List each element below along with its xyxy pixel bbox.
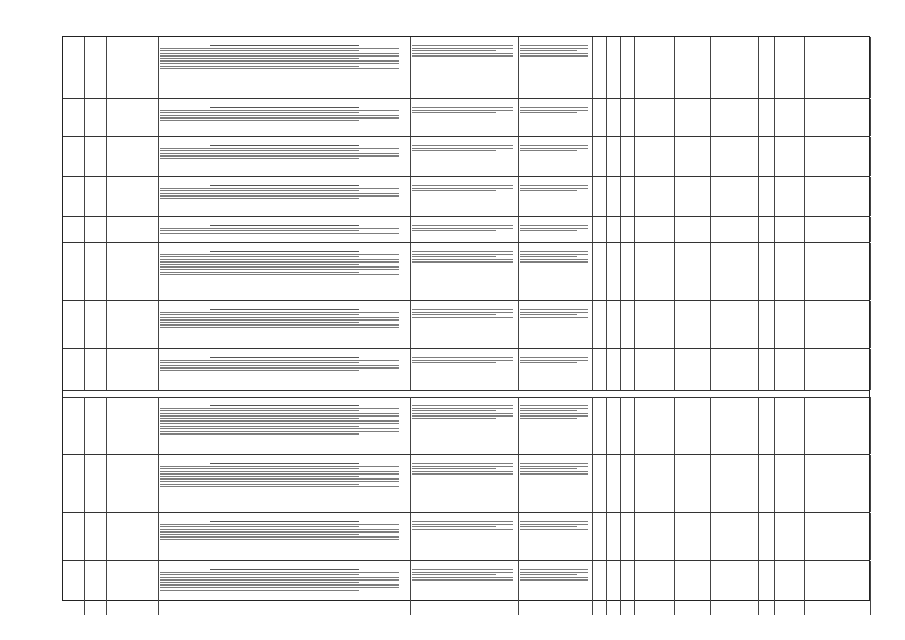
cell-n	[63, 217, 85, 242]
cell-state	[675, 137, 711, 176]
cell-type	[635, 217, 675, 242]
cell-doc	[805, 397, 871, 454]
cell-right2	[519, 455, 593, 512]
cell-len	[607, 561, 621, 615]
text-placeholder	[520, 39, 591, 57]
text-placeholder	[160, 351, 409, 371]
cell-name	[107, 397, 159, 454]
cell-n	[63, 137, 85, 176]
cell-right1	[411, 349, 519, 390]
cell-name	[107, 455, 159, 512]
cell-right1	[411, 301, 519, 348]
text-placeholder	[160, 219, 409, 234]
cell-right1	[411, 561, 519, 615]
cell-state	[675, 37, 711, 98]
cell-width	[621, 217, 635, 242]
cell-right2	[519, 177, 593, 216]
cell-num	[759, 177, 775, 216]
cell-n	[63, 561, 85, 615]
cell-state	[675, 561, 711, 615]
cell-width	[621, 99, 635, 136]
cell-type	[635, 397, 675, 454]
table-row	[63, 513, 869, 561]
cell-name	[107, 99, 159, 136]
cell-type	[635, 561, 675, 615]
table-row	[63, 243, 869, 301]
cell-state	[675, 99, 711, 136]
cell-main	[159, 243, 411, 300]
cell-num	[759, 37, 775, 98]
cell-area	[593, 37, 607, 98]
cell-date	[775, 177, 805, 216]
cell-num	[759, 561, 775, 615]
cell-num	[759, 455, 775, 512]
cell-doc	[805, 561, 871, 615]
cell-width	[621, 455, 635, 512]
cell-code	[85, 177, 107, 216]
cell-date	[775, 137, 805, 176]
cell-owner	[711, 397, 759, 454]
cell-name	[107, 137, 159, 176]
cell-code	[85, 455, 107, 512]
cell-len	[607, 37, 621, 98]
cell-owner	[711, 99, 759, 136]
cell-name	[107, 513, 159, 560]
cell-right1	[411, 243, 519, 300]
cell-area	[593, 217, 607, 242]
cell-num	[759, 513, 775, 560]
text-placeholder	[160, 399, 409, 435]
cell-state	[675, 243, 711, 300]
cell-right1	[411, 455, 519, 512]
cell-state	[675, 397, 711, 454]
cell-main	[159, 137, 411, 176]
cell-type	[635, 137, 675, 176]
cell-state	[675, 217, 711, 242]
cell-owner	[711, 513, 759, 560]
cell-date	[775, 397, 805, 454]
cell-len	[607, 177, 621, 216]
cell-right1	[411, 37, 519, 98]
cell-num	[759, 137, 775, 176]
text-placeholder	[160, 39, 409, 69]
cell-doc	[805, 217, 871, 242]
text-placeholder	[160, 101, 409, 121]
cell-main	[159, 177, 411, 216]
table-row	[63, 217, 869, 243]
cell-area	[593, 349, 607, 390]
cell-right2	[519, 349, 593, 390]
cell-name	[107, 349, 159, 390]
cell-len	[607, 349, 621, 390]
text-placeholder	[160, 515, 409, 540]
cell-main	[159, 301, 411, 348]
cell-code	[85, 137, 107, 176]
cell-state	[675, 513, 711, 560]
cell-date	[775, 243, 805, 300]
cell-width	[621, 349, 635, 390]
cell-n	[63, 37, 85, 98]
text-placeholder	[160, 179, 409, 199]
text-placeholder	[520, 179, 591, 191]
cell-type	[635, 37, 675, 98]
text-placeholder	[412, 39, 517, 57]
cell-right2	[519, 301, 593, 348]
text-placeholder	[412, 563, 517, 581]
cell-width	[621, 397, 635, 454]
cell-code	[85, 217, 107, 242]
cell-right2	[519, 397, 593, 454]
cell-type	[635, 301, 675, 348]
cell-main	[159, 561, 411, 615]
cell-len	[607, 217, 621, 242]
cell-area	[593, 137, 607, 176]
cell-len	[607, 301, 621, 348]
cell-doc	[805, 99, 871, 136]
cell-n	[63, 301, 85, 348]
cell-main	[159, 99, 411, 136]
text-placeholder	[520, 139, 591, 151]
cell-owner	[711, 243, 759, 300]
cell-date	[775, 349, 805, 390]
cell-width	[621, 301, 635, 348]
cell-len	[607, 137, 621, 176]
cell-area	[593, 99, 607, 136]
cell-n	[63, 177, 85, 216]
cell-num	[759, 397, 775, 454]
cell-doc	[805, 455, 871, 512]
cell-doc	[805, 37, 871, 98]
cell-date	[775, 455, 805, 512]
text-placeholder	[520, 303, 591, 318]
cell-name	[107, 177, 159, 216]
cell-state	[675, 301, 711, 348]
cell-right2	[519, 99, 593, 136]
cell-state	[675, 349, 711, 390]
cell-owner	[711, 301, 759, 348]
cell-main	[159, 397, 411, 454]
cell-state	[675, 455, 711, 512]
text-placeholder	[520, 245, 591, 263]
cell-num	[759, 301, 775, 348]
text-placeholder	[412, 179, 517, 191]
cell-num	[759, 217, 775, 242]
cell-area	[593, 397, 607, 454]
table-row	[63, 37, 869, 99]
table-row	[63, 397, 869, 455]
cell-right1	[411, 99, 519, 136]
text-placeholder	[520, 399, 591, 419]
text-placeholder	[412, 245, 517, 263]
cell-doc	[805, 137, 871, 176]
cell-area	[593, 177, 607, 216]
cell-area	[593, 455, 607, 512]
cell-width	[621, 137, 635, 176]
cell-area	[593, 243, 607, 300]
cell-doc	[805, 513, 871, 560]
cell-date	[775, 513, 805, 560]
text-placeholder	[520, 219, 591, 231]
cell-owner	[711, 561, 759, 615]
cell-right2	[519, 217, 593, 242]
cell-doc	[805, 349, 871, 390]
cell-code	[85, 301, 107, 348]
text-placeholder	[520, 515, 591, 530]
cell-num	[759, 243, 775, 300]
table-row	[63, 455, 869, 513]
text-placeholder	[160, 563, 409, 591]
cell-code	[85, 561, 107, 615]
cell-name	[107, 561, 159, 615]
cell-n	[63, 397, 85, 454]
cell-date	[775, 37, 805, 98]
cell-date	[775, 217, 805, 242]
text-placeholder	[160, 245, 409, 275]
text-placeholder	[160, 457, 409, 487]
cell-width	[621, 243, 635, 300]
cell-n	[63, 349, 85, 390]
cell-state	[675, 177, 711, 216]
cell-right2	[519, 37, 593, 98]
cell-right2	[519, 243, 593, 300]
cell-code	[85, 397, 107, 454]
cell-doc	[805, 243, 871, 300]
cell-right1	[411, 513, 519, 560]
cell-width	[621, 513, 635, 560]
cell-owner	[711, 37, 759, 98]
text-placeholder	[520, 101, 591, 113]
cell-right2	[519, 513, 593, 560]
cell-date	[775, 301, 805, 348]
cell-main	[159, 349, 411, 390]
table-row	[63, 137, 869, 177]
cell-code	[85, 349, 107, 390]
cell-code	[85, 513, 107, 560]
table-row	[63, 301, 869, 349]
cell-right1	[411, 137, 519, 176]
text-placeholder	[412, 303, 517, 318]
cell-num	[759, 349, 775, 390]
cell-width	[621, 561, 635, 615]
cell-right1	[411, 217, 519, 242]
cell-date	[775, 561, 805, 615]
text-placeholder	[412, 139, 517, 151]
cell-n	[63, 243, 85, 300]
text-placeholder	[160, 303, 409, 328]
cell-owner	[711, 217, 759, 242]
cell-name	[107, 37, 159, 98]
text-placeholder	[412, 351, 517, 363]
cell-width	[621, 37, 635, 98]
cell-num	[759, 99, 775, 136]
text-placeholder	[412, 219, 517, 231]
cell-right1	[411, 397, 519, 454]
text-placeholder	[412, 457, 517, 475]
register-table	[62, 36, 870, 601]
cell-type	[635, 243, 675, 300]
cell-n	[63, 455, 85, 512]
cell-owner	[711, 177, 759, 216]
cell-doc	[805, 301, 871, 348]
cell-len	[607, 513, 621, 560]
cell-right1	[411, 177, 519, 216]
cell-doc	[805, 177, 871, 216]
cell-type	[635, 177, 675, 216]
cell-type	[635, 513, 675, 560]
text-placeholder	[160, 139, 409, 159]
text-placeholder	[520, 457, 591, 475]
table-row	[63, 349, 869, 391]
cell-name	[107, 243, 159, 300]
cell-len	[607, 243, 621, 300]
cell-main	[159, 37, 411, 98]
cell-type	[635, 349, 675, 390]
cell-owner	[711, 137, 759, 176]
cell-area	[593, 513, 607, 560]
cell-len	[607, 397, 621, 454]
table-row	[63, 99, 869, 137]
text-placeholder	[520, 351, 591, 363]
cell-type	[635, 99, 675, 136]
cell-code	[85, 37, 107, 98]
cell-owner	[711, 455, 759, 512]
text-placeholder	[412, 399, 517, 419]
cell-date	[775, 99, 805, 136]
cell-name	[107, 217, 159, 242]
cell-area	[593, 301, 607, 348]
text-placeholder	[412, 101, 517, 113]
cell-type	[635, 455, 675, 512]
text-placeholder	[520, 563, 591, 581]
cell-width	[621, 177, 635, 216]
cell-code	[85, 243, 107, 300]
table-row	[63, 177, 869, 217]
cell-owner	[711, 349, 759, 390]
cell-right2	[519, 137, 593, 176]
cell-code	[85, 99, 107, 136]
cell-main	[159, 455, 411, 512]
cell-n	[63, 99, 85, 136]
table-row	[63, 561, 869, 615]
cell-main	[159, 217, 411, 242]
cell-n	[63, 513, 85, 560]
cell-right2	[519, 561, 593, 615]
cell-len	[607, 455, 621, 512]
cell-len	[607, 99, 621, 136]
cell-name	[107, 301, 159, 348]
cell-main	[159, 513, 411, 560]
text-placeholder	[412, 515, 517, 530]
cell-area	[593, 561, 607, 615]
